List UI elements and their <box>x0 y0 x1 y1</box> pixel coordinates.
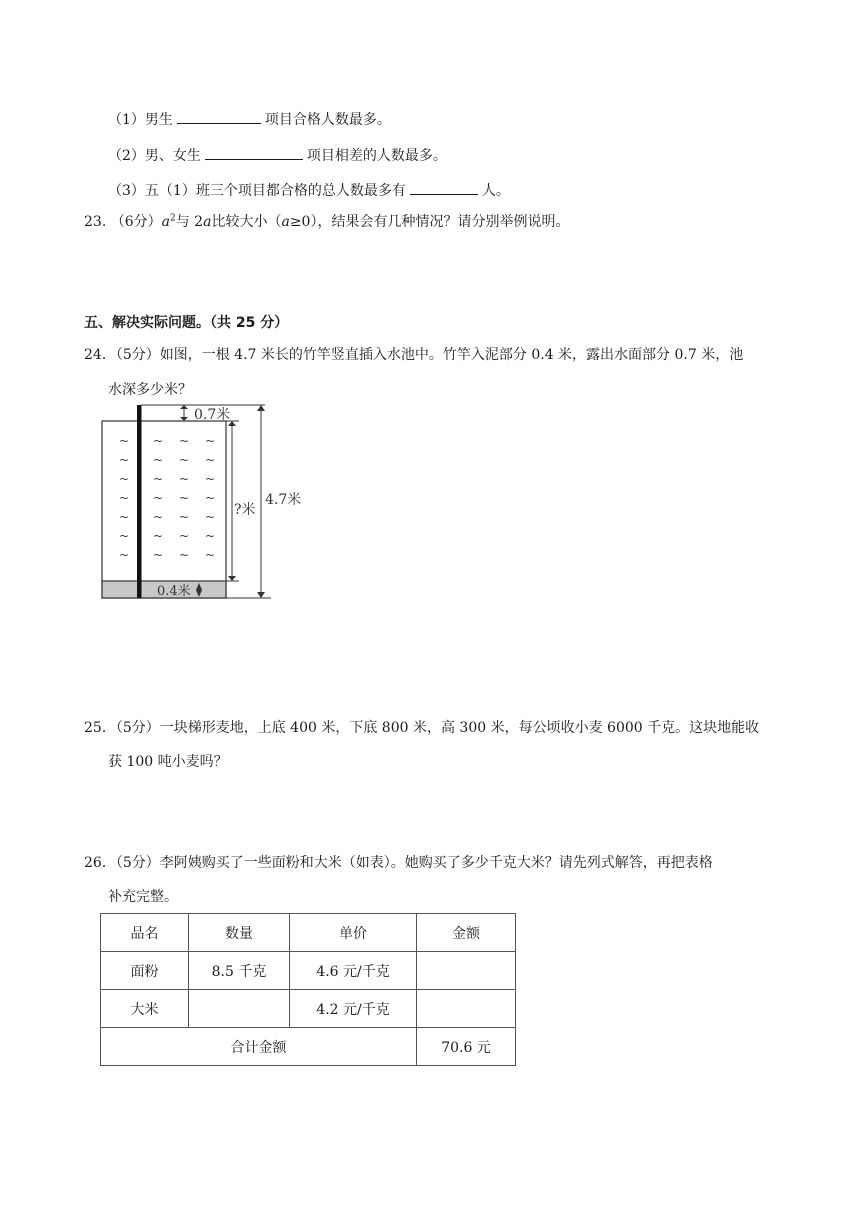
svg-text:~: ~ <box>153 453 164 467</box>
svg-text:~: ~ <box>205 510 216 524</box>
table-header-row <box>101 914 516 952</box>
cell-flour-quantity: 8.5 千克 <box>189 952 290 990</box>
table-total-row <box>101 1028 516 1066</box>
top-arrow <box>180 417 188 421</box>
svg-text:~: ~ <box>179 491 190 505</box>
pool-diagram <box>95 405 302 605</box>
q26-line-2: 补充完整。 <box>108 889 178 905</box>
svg-text:~: ~ <box>179 548 190 562</box>
q22-item-2 <box>108 145 447 166</box>
q22-item-3 <box>108 180 510 201</box>
cell-flour-price: 4.6 元/千克 <box>290 952 417 990</box>
header-amount: 金额 <box>417 914 516 952</box>
water-waves <box>119 434 215 562</box>
q22-answer-blank-2[interactable] <box>205 145 303 160</box>
svg-text:~: ~ <box>119 472 130 486</box>
top-label: 0.7米 <box>194 407 231 423</box>
cell-flour-name: 面粉 <box>101 952 189 990</box>
total-label: 4.7米 <box>265 492 302 508</box>
q24-line-2: 水深多少米？ <box>108 382 192 398</box>
svg-text:~: ~ <box>205 472 216 486</box>
section-title: 五、解决实际问题。（共 25 分） <box>84 315 289 331</box>
table-row <box>101 990 516 1028</box>
q22-item-1-suffix: 项目合格人数最多。 <box>264 112 391 128</box>
svg-text:~: ~ <box>179 453 190 467</box>
svg-text:~: ~ <box>153 510 164 524</box>
svg-text:~: ~ <box>179 529 190 543</box>
svg-text:~: ~ <box>153 548 164 562</box>
svg-text:~: ~ <box>119 510 130 524</box>
q22-item-1 <box>108 109 391 130</box>
bamboo-pole <box>137 405 142 598</box>
svg-text:~: ~ <box>205 453 216 467</box>
q22-item-2-suffix: 项目相差的人数最多。 <box>306 148 447 164</box>
svg-text:~: ~ <box>119 453 130 467</box>
svg-text:~: ~ <box>205 434 216 448</box>
table-row <box>101 952 516 990</box>
svg-text:~: ~ <box>119 529 130 543</box>
cell-rice-amount[interactable] <box>417 990 516 1028</box>
cell-rice-quantity[interactable] <box>189 990 290 1028</box>
q25-line-1: 25．（5分）一块梯形麦地，上底 400 米，下底 800 米，高 300 米，每公顷收小麦 6000 千克。这块地能收 <box>84 720 760 736</box>
cell-rice-price: 4.2 元/千克 <box>290 990 417 1028</box>
cell-flour-amount[interactable] <box>417 952 516 990</box>
svg-text:~: ~ <box>153 434 164 448</box>
svg-text:~: ~ <box>205 548 216 562</box>
svg-text:~: ~ <box>205 529 216 543</box>
header-unit-price: 单价 <box>290 914 417 952</box>
q22-item-3-text: （3）五（1）班三个项目都合格的总人数最多有 <box>108 183 406 199</box>
cell-rice-name: 大米 <box>101 990 189 1028</box>
svg-text:~: ~ <box>119 491 130 505</box>
svg-text:~: ~ <box>153 529 164 543</box>
mud-label: 0.4米 <box>157 584 191 599</box>
svg-text:~: ~ <box>153 491 164 505</box>
depth-label: ?米 <box>234 502 256 518</box>
svg-text:~: ~ <box>179 510 190 524</box>
svg-text:~: ~ <box>179 434 190 448</box>
purchase-table <box>100 913 516 1066</box>
svg-text:~: ~ <box>119 434 130 448</box>
cell-total-value: 70.6 元 <box>417 1028 516 1066</box>
header-quantity: 数量 <box>189 914 290 952</box>
svg-text:~: ~ <box>179 472 190 486</box>
q22-item-2-text: （2）男、女生 <box>108 148 201 164</box>
svg-text:~: ~ <box>205 491 216 505</box>
q22-answer-blank-1[interactable] <box>177 109 261 124</box>
q23-question: 23. （6分）$a^2$与 2a比较大小（a≥0），结果会有几种情况？请分别举例说明。 <box>84 213 570 230</box>
q26-line-1: 26．（5分）李阿姨购买了一些面粉和大米（如表）。她购买了多少千克大米？请先列式解答，再把表格 <box>84 855 713 871</box>
svg-text:~: ~ <box>119 548 130 562</box>
q24-line-1: 24．（5分）如图，一根 4.7 米长的竹竿竖直插入水池中。竹竿入泥部分 0.4 米，露出水面部分 0.7 米，池 <box>84 347 744 363</box>
q22-answer-blank-3[interactable] <box>410 180 478 195</box>
header-name: 品名 <box>101 914 189 952</box>
q22-item-1-text: （1）男生 <box>108 112 173 128</box>
q22-item-3-suffix: 人。 <box>481 183 510 199</box>
svg-text:~: ~ <box>153 472 164 486</box>
q25-line-2: 获 100 吨小麦吗？ <box>108 754 228 770</box>
cell-total-label: 合计金额 <box>101 1028 417 1066</box>
